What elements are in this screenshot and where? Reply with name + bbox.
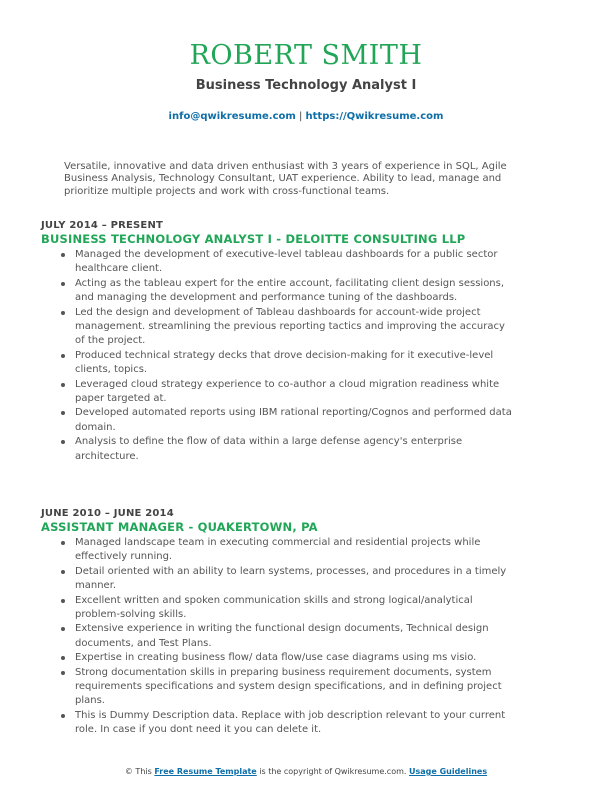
duty-item: This is Dummy Description data. Replace with job description relevant to your current role. In case if you dont need it you can delete it. [41, 709, 515, 738]
duty-item: Analysis to define the flow of data within a large defense agency's enterprise architecture. [41, 435, 515, 464]
usage-guidelines-link[interactable]: Usage Guidelines [408, 767, 488, 776]
experience-entry [41, 220, 571, 464]
website-link[interactable]: https://Qwikresume.com [305, 111, 444, 122]
duty-item: Detail oriented with an ability to learn systems, processes, and procedures in a timely manner. [41, 565, 515, 594]
job-dates: JUNE 2010 – JUNE 2014 [41, 508, 174, 519]
candidate-title: Business Technology Analyst I [195, 78, 417, 93]
job-duties [41, 248, 571, 464]
free-resume-template-link[interactable]: Free Resume Template [154, 767, 257, 776]
duty-item: Excellent written and spoken communication skills and strong logical/analytical problem-solving skills. [41, 594, 515, 623]
contact-line [0, 110, 612, 124]
duty-item: Extensive experience in writing the functional design documents, Technical design documents, and Test Plans. [41, 622, 515, 651]
professional-summary: Versatile, innovative and data driven enthusiast with 3 years of experience in SQL, Agile Business Analysis, Technology Consultant, UAT experience. Ability to lead, manage and prioritize multiple projects and work with cross-functional teams. [64, 161, 507, 197]
copyright-footer [0, 767, 612, 777]
footer-prefix: © This [124, 767, 155, 776]
duty-item: Produced technical strategy decks that drove decision-making for it executive-level clients, topics. [41, 349, 515, 378]
duty-item: Leveraged cloud strategy experience to co-author a cloud migration readiness white paper targeted at. [41, 378, 515, 407]
job-title: BUSINESS TECHNOLOGY ANALYST I - DELOITTE CONSULTING LLP [41, 232, 466, 246]
experience-entry [41, 508, 571, 738]
duty-item: Acting as the tableau expert for the entire account, facilitating client design sessions, and managing the development and performance tuning of the dashboards. [41, 277, 515, 306]
footer-middle: is the copyright of Qwikresume.com. [256, 767, 409, 776]
candidate-name: ROBERT SMITH [189, 40, 423, 71]
contact-separator: | [295, 111, 306, 122]
job-title: ASSISTANT MANAGER - QUAKERTOWN, PA [41, 520, 318, 534]
duty-item: Expertise in creating business flow/ data flow/use case diagrams using ms visio. [41, 651, 515, 665]
job-duties [41, 536, 571, 738]
duty-item: Developed automated reports using IBM rational reporting/Cognos and performed data domain. [41, 406, 515, 435]
duty-item: Managed landscape team in executing commercial and residential projects while effectively running. [41, 536, 515, 565]
email-link[interactable]: info@qwikresume.com [168, 111, 296, 122]
duty-item: Strong documentation skills in preparing business requirement documents, system requirements specifications and system design specifications, and in defining project plans. [41, 666, 515, 709]
duty-item: Led the design and development of Tableau dashboards for account-wide project management. streamlining the previous reporting tactics and improving the accuracy of the project. [41, 306, 515, 349]
duty-item: Managed the development of executive-level tableau dashboards for a public sector healthcare client. [41, 248, 515, 277]
job-dates: JULY 2014 – PRESENT [41, 220, 164, 231]
